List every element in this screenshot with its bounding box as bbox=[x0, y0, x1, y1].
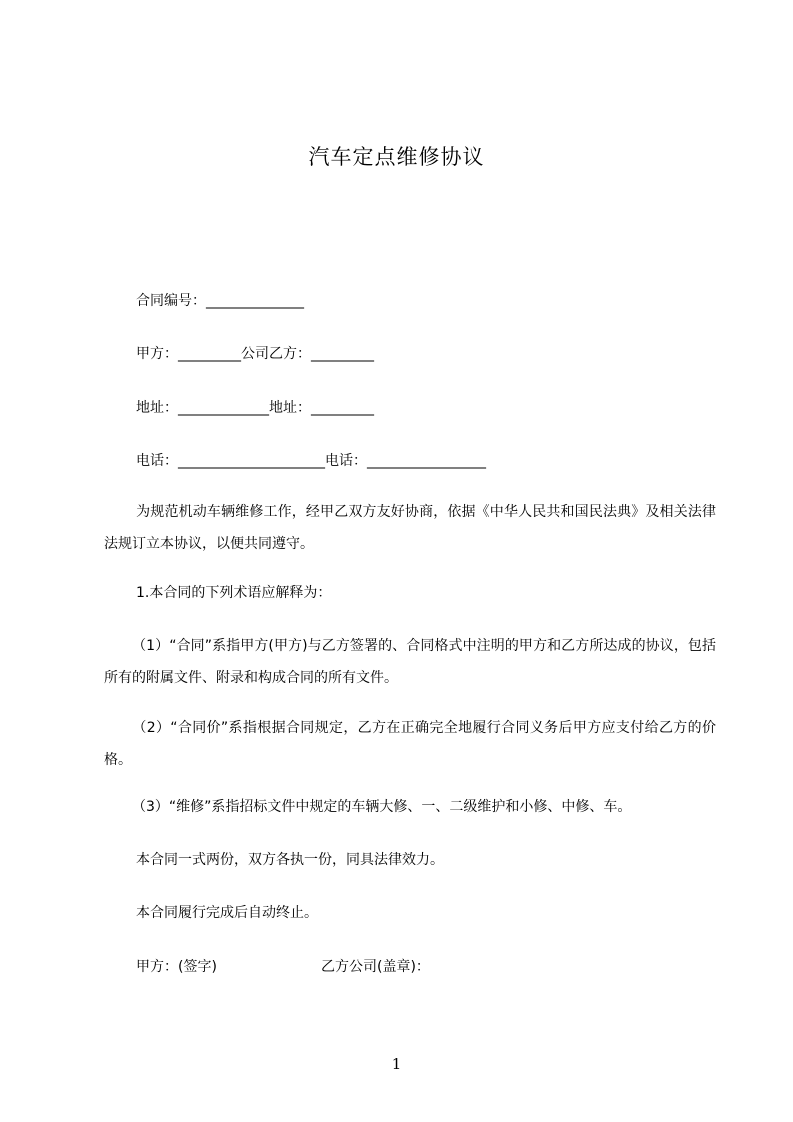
clause-1-3-text: （3）“维修”系指招标文件中规定的车辆大修、一、二级维护和小修、中修、车。 bbox=[132, 799, 632, 815]
party-a-blank: _________ bbox=[178, 346, 241, 362]
clause-1-2-paragraph bbox=[104, 712, 716, 776]
clause-1-heading: 1.本合同的下列术语应解释为： bbox=[136, 585, 332, 601]
contract-number-label: 合同编号： bbox=[136, 293, 206, 309]
address-a-label: 地址： bbox=[136, 400, 178, 416]
page-number: 1 bbox=[391, 1055, 402, 1073]
phone-a-label: 电话： bbox=[136, 453, 178, 469]
party-a-label: 甲方： bbox=[136, 346, 178, 362]
party-b-signature: 乙方公司(盖章)： bbox=[321, 959, 430, 975]
party-b-blank: _________ bbox=[311, 346, 374, 362]
contract-number-line bbox=[136, 291, 304, 311]
phone-b-label: 电话： bbox=[325, 453, 367, 469]
address-a-blank: _____________ bbox=[178, 400, 269, 416]
intro-text: 为规范机动车辆维修工作，经甲乙双方友好协商，依据《中华人民共和国民法典》及相关法律法规订立本协议，以便共同遵守。 bbox=[104, 504, 716, 552]
phone-line bbox=[136, 451, 486, 471]
address-b-label: 地址： bbox=[269, 400, 311, 416]
clause-1-1-paragraph bbox=[104, 630, 716, 694]
address-line bbox=[136, 398, 374, 418]
contract-number-blank: ______________ bbox=[206, 293, 304, 309]
party-a-signature: 甲方：(签字) bbox=[136, 959, 217, 975]
party-b-label: 公司乙方： bbox=[241, 346, 311, 362]
termination-clause: 本合同履行完成后自动终止。 bbox=[136, 905, 318, 921]
address-b-blank: _________ bbox=[311, 400, 374, 416]
clause-1-1-text: （1）“合同”系指甲方(甲方)与乙方签署的、合同格式中注明的甲方和乙方所达成的协议，包括所有的附属文件、附录和构成合同的所有文件。 bbox=[104, 638, 716, 686]
phone-a-blank: _____________________ bbox=[178, 453, 325, 469]
copies-clause: 本合同一式两份，双方各执一份，同具法律效力。 bbox=[136, 852, 444, 868]
phone-b-blank: _________________ bbox=[367, 453, 486, 469]
intro-paragraph bbox=[104, 496, 716, 560]
party-line bbox=[136, 344, 374, 364]
document-title: 汽车定点维修协议 bbox=[308, 145, 485, 169]
clause-1-2-text: （2）“合同价”系指根据合同规定，乙方在正确完全地履行合同义务后甲方应支付给乙方的价格。 bbox=[104, 720, 716, 768]
